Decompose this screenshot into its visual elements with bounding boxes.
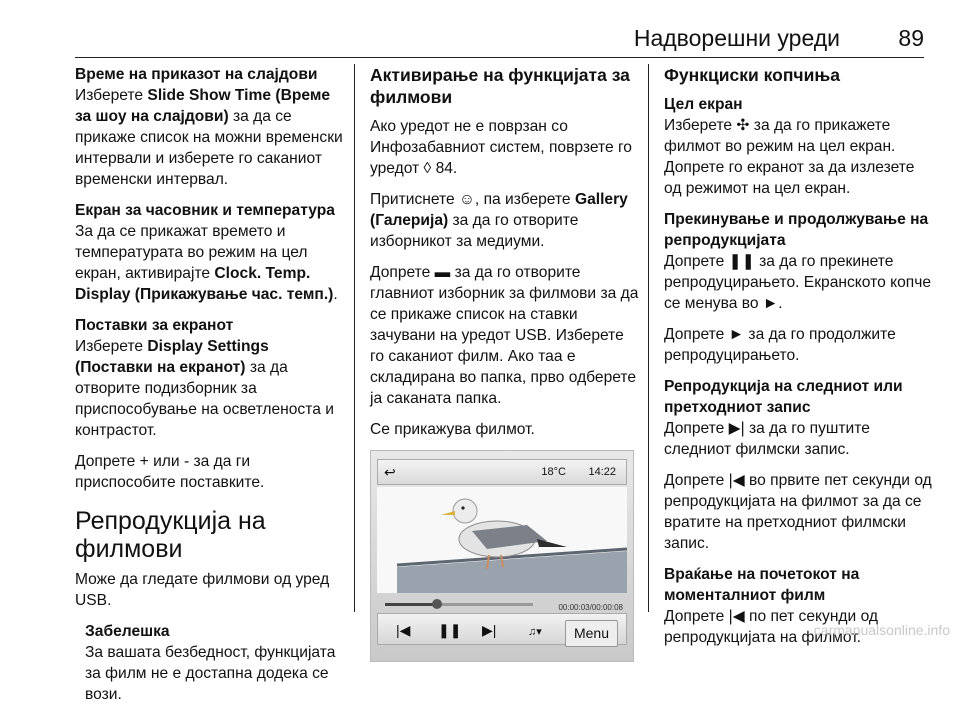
paragraph: Допрете |◀ во првите пет секунди од репродукцијата на филмот за да се вратите на претходниот филмски запис. — [664, 472, 932, 552]
progress-handle[interactable] — [432, 599, 442, 609]
column-divider-1 — [354, 64, 355, 612]
note-title: Забелешка — [85, 623, 170, 640]
section-heading: Функциски копчиња — [664, 65, 840, 85]
column-divider-2 — [648, 64, 649, 612]
progress-bar[interactable] — [385, 603, 533, 606]
text: Изберете — [75, 338, 148, 355]
text: . — [333, 286, 338, 303]
paragraph — [75, 221, 345, 305]
section-title: Време на приказот на слајдови — [75, 66, 318, 83]
paragraph: Се прикажува филмот. — [370, 421, 535, 438]
previous-track-icon[interactable]: |◀ — [396, 622, 411, 638]
clock-readout: 14:22 — [588, 466, 616, 478]
pause-icon[interactable]: ❚❚ — [438, 622, 462, 638]
section-title: Репродукција на следниот или претходниот запис — [664, 378, 903, 416]
text: за да го отворите изборникот за медиуми. — [370, 212, 579, 250]
paragraph: Може да гледате филмови од уред USB. — [75, 571, 330, 609]
menu-option: Clock. Temp. Display (Прикажување час. темп.) — [75, 265, 334, 303]
watermark: carmanualsonline.info — [813, 622, 950, 638]
section-title: Поставки за екранот — [75, 317, 234, 334]
note-text: За вашата безбедност, функцијата за филм не е достапна додека се вози. — [85, 644, 336, 703]
playback-time: 00:00:03/00:00:08 — [558, 603, 623, 612]
playback-controls — [377, 613, 627, 645]
movie-player-screenshot — [370, 450, 634, 662]
section-heading: Активирање на функцијата за филмови — [370, 65, 630, 107]
page-title: Надворешни уреди — [633, 25, 840, 51]
menu-option: Display Settings (Поставки на екранот) — [75, 338, 269, 376]
progress-fill — [385, 603, 437, 606]
paragraph: Допрете + или - за да ги приспособите поставките. — [75, 453, 265, 491]
text: за да отворите подизборник за приспособување на осветленоста и контрастот. — [75, 359, 334, 439]
audio-settings-icon[interactable]: ♫▾ — [528, 626, 542, 638]
column-1 — [75, 64, 345, 715]
paragraph: Ако уредот не е поврзан со Инфозабавниот систем, поврзете го уредот ◊ 84. — [370, 118, 632, 177]
status-bar — [377, 459, 627, 485]
text: Изберете — [75, 87, 148, 104]
text: Притиснете ☺, па изберете — [370, 191, 575, 208]
column-3 — [664, 64, 934, 658]
paragraph: Допрете ▶| за да го пуштите следниот филмски запис. — [664, 420, 870, 458]
paragraph: Допрете |◀ по пет секунди од репродукцијата на филмот. — [664, 608, 878, 646]
next-track-icon[interactable]: ▶| — [482, 622, 497, 638]
page-number: 89 — [898, 25, 924, 51]
paragraph: Изберете ✣ за да го прикажете филмот во режим на цел екран. Допрете го екранот за да излезете од режимот на цел екран. — [664, 117, 915, 197]
back-icon[interactable]: ↩ — [384, 464, 396, 480]
section-title: Цел екран — [664, 96, 743, 113]
column-2 — [370, 64, 640, 662]
temperature-readout: 18°C — [541, 466, 566, 478]
menu-option: Gallery (Галерија) — [370, 191, 628, 229]
menu-option: Slide Show Time (Време за шоу на слајдови) — [75, 87, 331, 125]
paragraph — [75, 85, 345, 190]
paragraph: Допрете ▬ за да го отворите главниот изборник за филмови за да се прикаже список на ставки зачувани на уредот USB. Изберете го саканиот филм. Ако таа е складирана во папка, прво одберете ја саканата папка. — [370, 264, 639, 407]
seagull-image — [377, 487, 627, 593]
paragraph: Допрете ❚❚ за да го прекинете репродуцирањето. Екранското копче се менува во ►. — [664, 253, 931, 312]
text: за да се прикаже список на можни временски интервали и изберете го саканиот временски интервал. — [75, 108, 343, 188]
header-rule — [75, 57, 924, 58]
page-header — [0, 0, 960, 56]
section-title: Екран за часовник и температура — [75, 202, 335, 219]
section-title: Враќање на почетокот на моменталниот филм — [664, 566, 860, 604]
text: За да се прикажат времето и температурата во режим на цел екран, активирајте — [75, 223, 308, 282]
note-box — [85, 621, 345, 705]
paragraph — [370, 189, 640, 252]
chapter-heading: Репродукција на филмови — [75, 507, 266, 563]
paragraph: Допрете ► за да го продолжите репродуцирањето. — [664, 326, 896, 364]
menu-button[interactable]: Menu — [565, 620, 618, 647]
section-title: Прекинување и продолжување на репродукцијата — [664, 211, 929, 249]
paragraph — [75, 336, 345, 441]
movie-frame — [377, 487, 627, 593]
